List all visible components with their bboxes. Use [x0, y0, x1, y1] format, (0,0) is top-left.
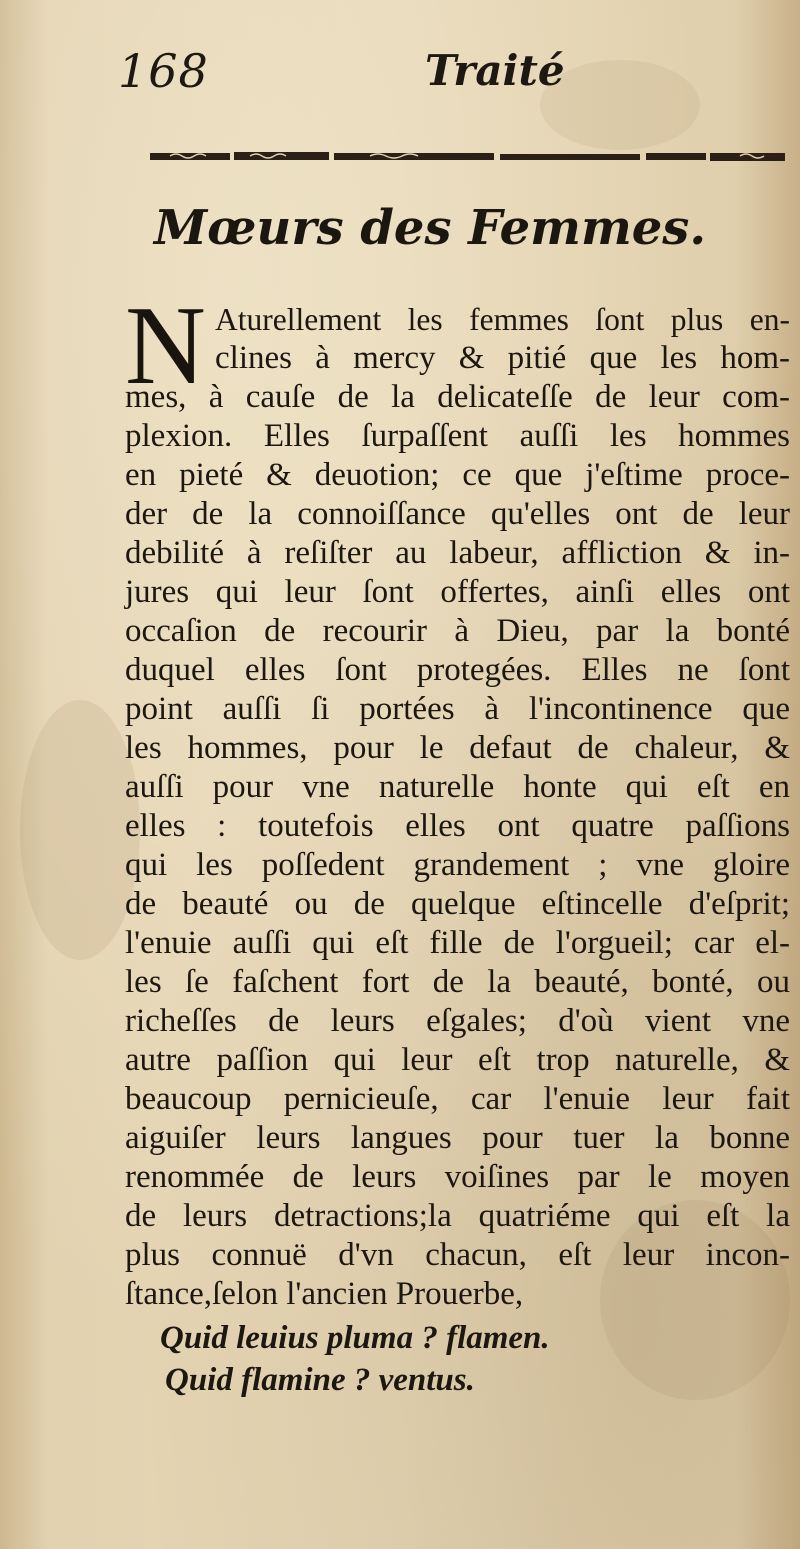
text-line: jures qui leur ſont offertes, ainſi elles ont	[125, 574, 790, 610]
section-title: Mœurs des Femmes.	[153, 200, 707, 256]
text-line: les ſe faſchent fort de la beauté, bonté, ou	[125, 964, 790, 1000]
running-head: Traité	[425, 46, 565, 95]
text-line: l'enuie auſſi qui eſt fille de l'orgueil; car el-	[125, 925, 790, 961]
text-line: qui les poſſedent grandement ; vne gloire	[125, 847, 790, 883]
verse-line: Quid leuius pluma ? flamen.	[160, 1320, 550, 1356]
text-line: auſſi pour vne naturelle honte qui eſt en	[125, 769, 790, 805]
text-line: occaſion de recourir à Dieu, par la bonté	[125, 613, 790, 649]
text-line: aiguiſer leurs langues pour tuer la bonne	[125, 1120, 790, 1156]
page-number: 168	[118, 44, 209, 98]
text-line: de leurs detractions;la quatriéme qui eſt la	[125, 1198, 790, 1234]
text-line: debilité à reſiſter au labeur, affliction & in-	[125, 535, 790, 571]
text-line: clines à mercy & pitié que les hom-	[215, 340, 790, 376]
text-line: beaucoup pernicieuſe, car l'enuie leur fait	[125, 1081, 790, 1117]
text-line: en pieté & deuotion; ce que j'eſtime proce-	[125, 457, 790, 493]
body-text	[125, 300, 790, 1314]
text-line: der de la connoiſſance qu'elles ont de leur	[125, 496, 790, 532]
text-line: plus connuë d'vn chacun, eſt leur incon-	[125, 1237, 790, 1273]
text-line: Aturellement les femmes ſont plus en-	[215, 302, 790, 337]
text-line: les hommes, pour le defaut de chaleur, &	[125, 730, 790, 766]
text-line: de beauté ou de quelque eſtincelle d'eſprit;	[125, 886, 790, 922]
drop-cap: N	[125, 284, 206, 408]
text-line: renommée de leurs voiſines par le moyen	[125, 1159, 790, 1195]
page-header	[0, 40, 800, 110]
ornamental-rule	[150, 150, 785, 164]
text-line: mes, à cauſe de la delicateſſe de leur com-	[125, 379, 790, 415]
verse-line: Quid flamine ? ventus.	[165, 1362, 475, 1398]
text-line: duquel elles ſont protegées. Elles ne ſont	[125, 652, 790, 688]
text-line: plexion. Elles ſurpaſſent auſſi les hommes	[125, 418, 790, 454]
text-line: autre paſſion qui leur eſt trop naturelle, &	[125, 1042, 790, 1078]
text-line: point auſſi ſi portées à l'incontinence que	[125, 691, 790, 727]
text-line: richeſſes de leurs eſgales; d'où vient vne	[125, 1003, 790, 1039]
text-line: ſtance,ſelon l'ancien Prouerbe,	[125, 1276, 524, 1312]
text-line: elles : toutefois elles ont quatre paſſions	[125, 808, 790, 844]
